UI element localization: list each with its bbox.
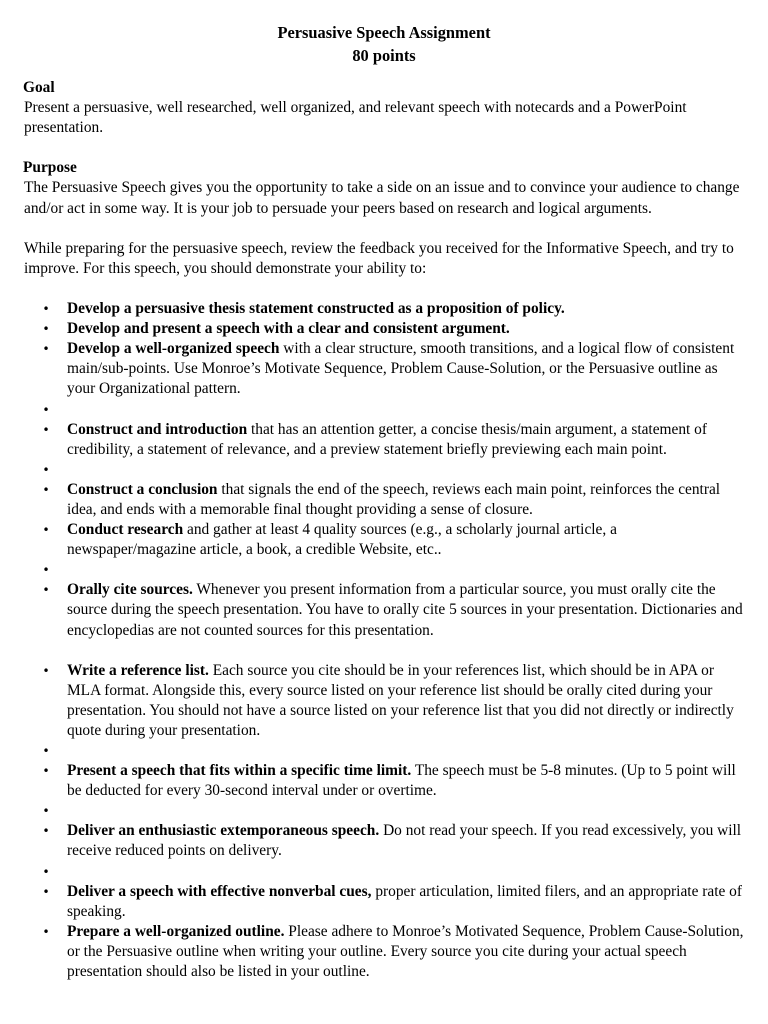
bullet-bold-lead: Conduct research — [67, 521, 184, 539]
bullet-item — [24, 339, 744, 399]
bullet-text: Whenever you present information from a particular source, you must orally cite the source during the speech presentation. You have to orally cite 5 sources in your presentation. Dictionaries and encyclopedias are not counted sources for this presentation. — [67, 581, 743, 639]
bullet-bold-lead: Develop and present a speech with a clear and consistent argument. — [67, 320, 510, 338]
bullet-bold-lead: Develop a persuasive thesis statement constructed as a proposition of policy. — [67, 300, 565, 318]
bullet-marker: • — [42, 462, 50, 477]
bullet-item — [24, 299, 744, 319]
bullet-marker: • — [42, 663, 50, 678]
purpose-section — [24, 158, 744, 218]
bullet-item — [24, 661, 744, 741]
bullet-item — [24, 821, 744, 861]
bullet-marker: • — [42, 402, 50, 417]
bullet-text: Please adhere to Monroe’s Motivated Sequence, Problem Cause-Solution, or the Persuasive outline when writing your outline. Every source you cite during your actual speech presentation should also be listed in your outline. — [67, 922, 744, 981]
bullet-marker: • — [42, 583, 50, 598]
bullet-marker: • — [42, 744, 50, 758]
bullet-item — [24, 560, 744, 580]
bullet-item — [24, 922, 744, 982]
bullet-text: that has an attention getter, a concise thesis/main argument, a statement of credibility, a statement of relevance, and a preview statement briefly previewing each main point. — [67, 420, 707, 458]
purpose-heading: Purpose — [23, 159, 77, 177]
goal-section — [24, 78, 744, 138]
bullet-marker: • — [42, 864, 50, 879]
bullet-text: with a clear structure, smooth transitions, and a logical flow of consistent main/sub-points. Use Monroe’s Motivate Sequence, Problem Cause-Solution, or the Persuasive outline as your Organizational pattern. — [67, 340, 735, 398]
bullet-item — [24, 801, 744, 821]
document-title — [24, 22, 744, 67]
bullet-marker: • — [42, 884, 50, 899]
title-line-2: 80 points — [352, 45, 416, 65]
bullet-text: and gather at least 4 quality sources (e.g., a scholarly journal article, a newspaper/magazine article, a book, a credible Website, etc.. — [67, 521, 617, 559]
bullet-text: proper articulation, limited filers, and an appropriate rate of speaking. — [67, 882, 742, 920]
skills-bullet-list — [24, 299, 744, 982]
bullet-bold-lead: Construct a conclusion — [67, 480, 218, 498]
bullet-item — [24, 480, 744, 520]
bullet-item — [24, 319, 744, 339]
bullet-bold-lead: Orally cite sources. — [67, 581, 193, 599]
bullet-text: that signals the end of the speech, reviews each main point, reinforces the central idea, and ends with a memorable final thought providing a sense of closure. — [67, 480, 721, 518]
bullet-marker: • — [42, 302, 50, 317]
bullet-item — [24, 460, 744, 480]
bullet-item — [24, 580, 744, 640]
bullet-bold-lead: Deliver an enthusiastic extemporaneous speech. — [67, 822, 380, 840]
bullet-marker: • — [42, 824, 50, 839]
goal-text: Present a persuasive, well researched, well organized, and relevant speech with notecards and a PowerPoint presentation. — [24, 99, 687, 137]
bullet-marker: • — [42, 322, 50, 337]
bullet-bold-lead: Deliver a speech with effective nonverbal cues, — [67, 882, 372, 900]
bullet-item — [24, 520, 744, 560]
bullet-marker: • — [42, 764, 50, 779]
bullet-bold-lead: Write a reference list. — [67, 661, 209, 679]
goal-heading: Goal — [23, 79, 55, 96]
bullet-marker: • — [42, 422, 50, 437]
bullet-item — [24, 761, 744, 801]
bullet-marker: • — [42, 482, 50, 497]
bullet-marker: • — [42, 804, 50, 819]
bullet-marker: • — [42, 523, 50, 538]
bullet-item — [24, 741, 744, 761]
intro-paragraph: While preparing for the persuasive speech, review the feedback you received for the Informative Speech, and try to improve. For this speech, you should demonstrate your ability to: — [24, 239, 734, 277]
bullet-bold-lead: Prepare a well-organized outline. — [67, 922, 285, 940]
bullet-marker: • — [42, 924, 50, 939]
bullet-text: Each source you cite should be in your references list, which should be in APA or MLA format. Alongside this, every source listed on your reference list should be orally cited during your presentation. You should not have a source listed on your reference list that you did not directly or indirectly quote during your presentation. — [67, 661, 734, 739]
bullet-item — [24, 420, 744, 460]
bullet-text: Do not read your speech. If you read excessively, you will receive reduced points on delivery. — [67, 822, 742, 860]
bullet-marker: • — [42, 342, 50, 357]
bullet-item — [24, 882, 744, 922]
bullet-item — [24, 862, 744, 882]
bullet-bold-lead: Present a speech that fits within a specific time limit. — [67, 762, 412, 780]
bullet-bold-lead: Develop a well-organized speech — [67, 340, 280, 358]
bullet-text: The speech must be 5-8 minutes. (Up to 5 point will be deducted for every 30-second interval under or overtime. — [67, 762, 736, 800]
title-line-1: Persuasive Speech Assignment — [277, 23, 491, 42]
bullet-marker: • — [42, 563, 50, 578]
bullet-item — [24, 400, 744, 420]
bullet-bold-lead: Construct and introduction — [67, 420, 248, 438]
purpose-text: The Persuasive Speech gives you the opportunity to take a side on an issue and to convince your audience to change and/or act in some way. It is your job to persuade your peers based on research and logical arguments. — [24, 179, 740, 217]
